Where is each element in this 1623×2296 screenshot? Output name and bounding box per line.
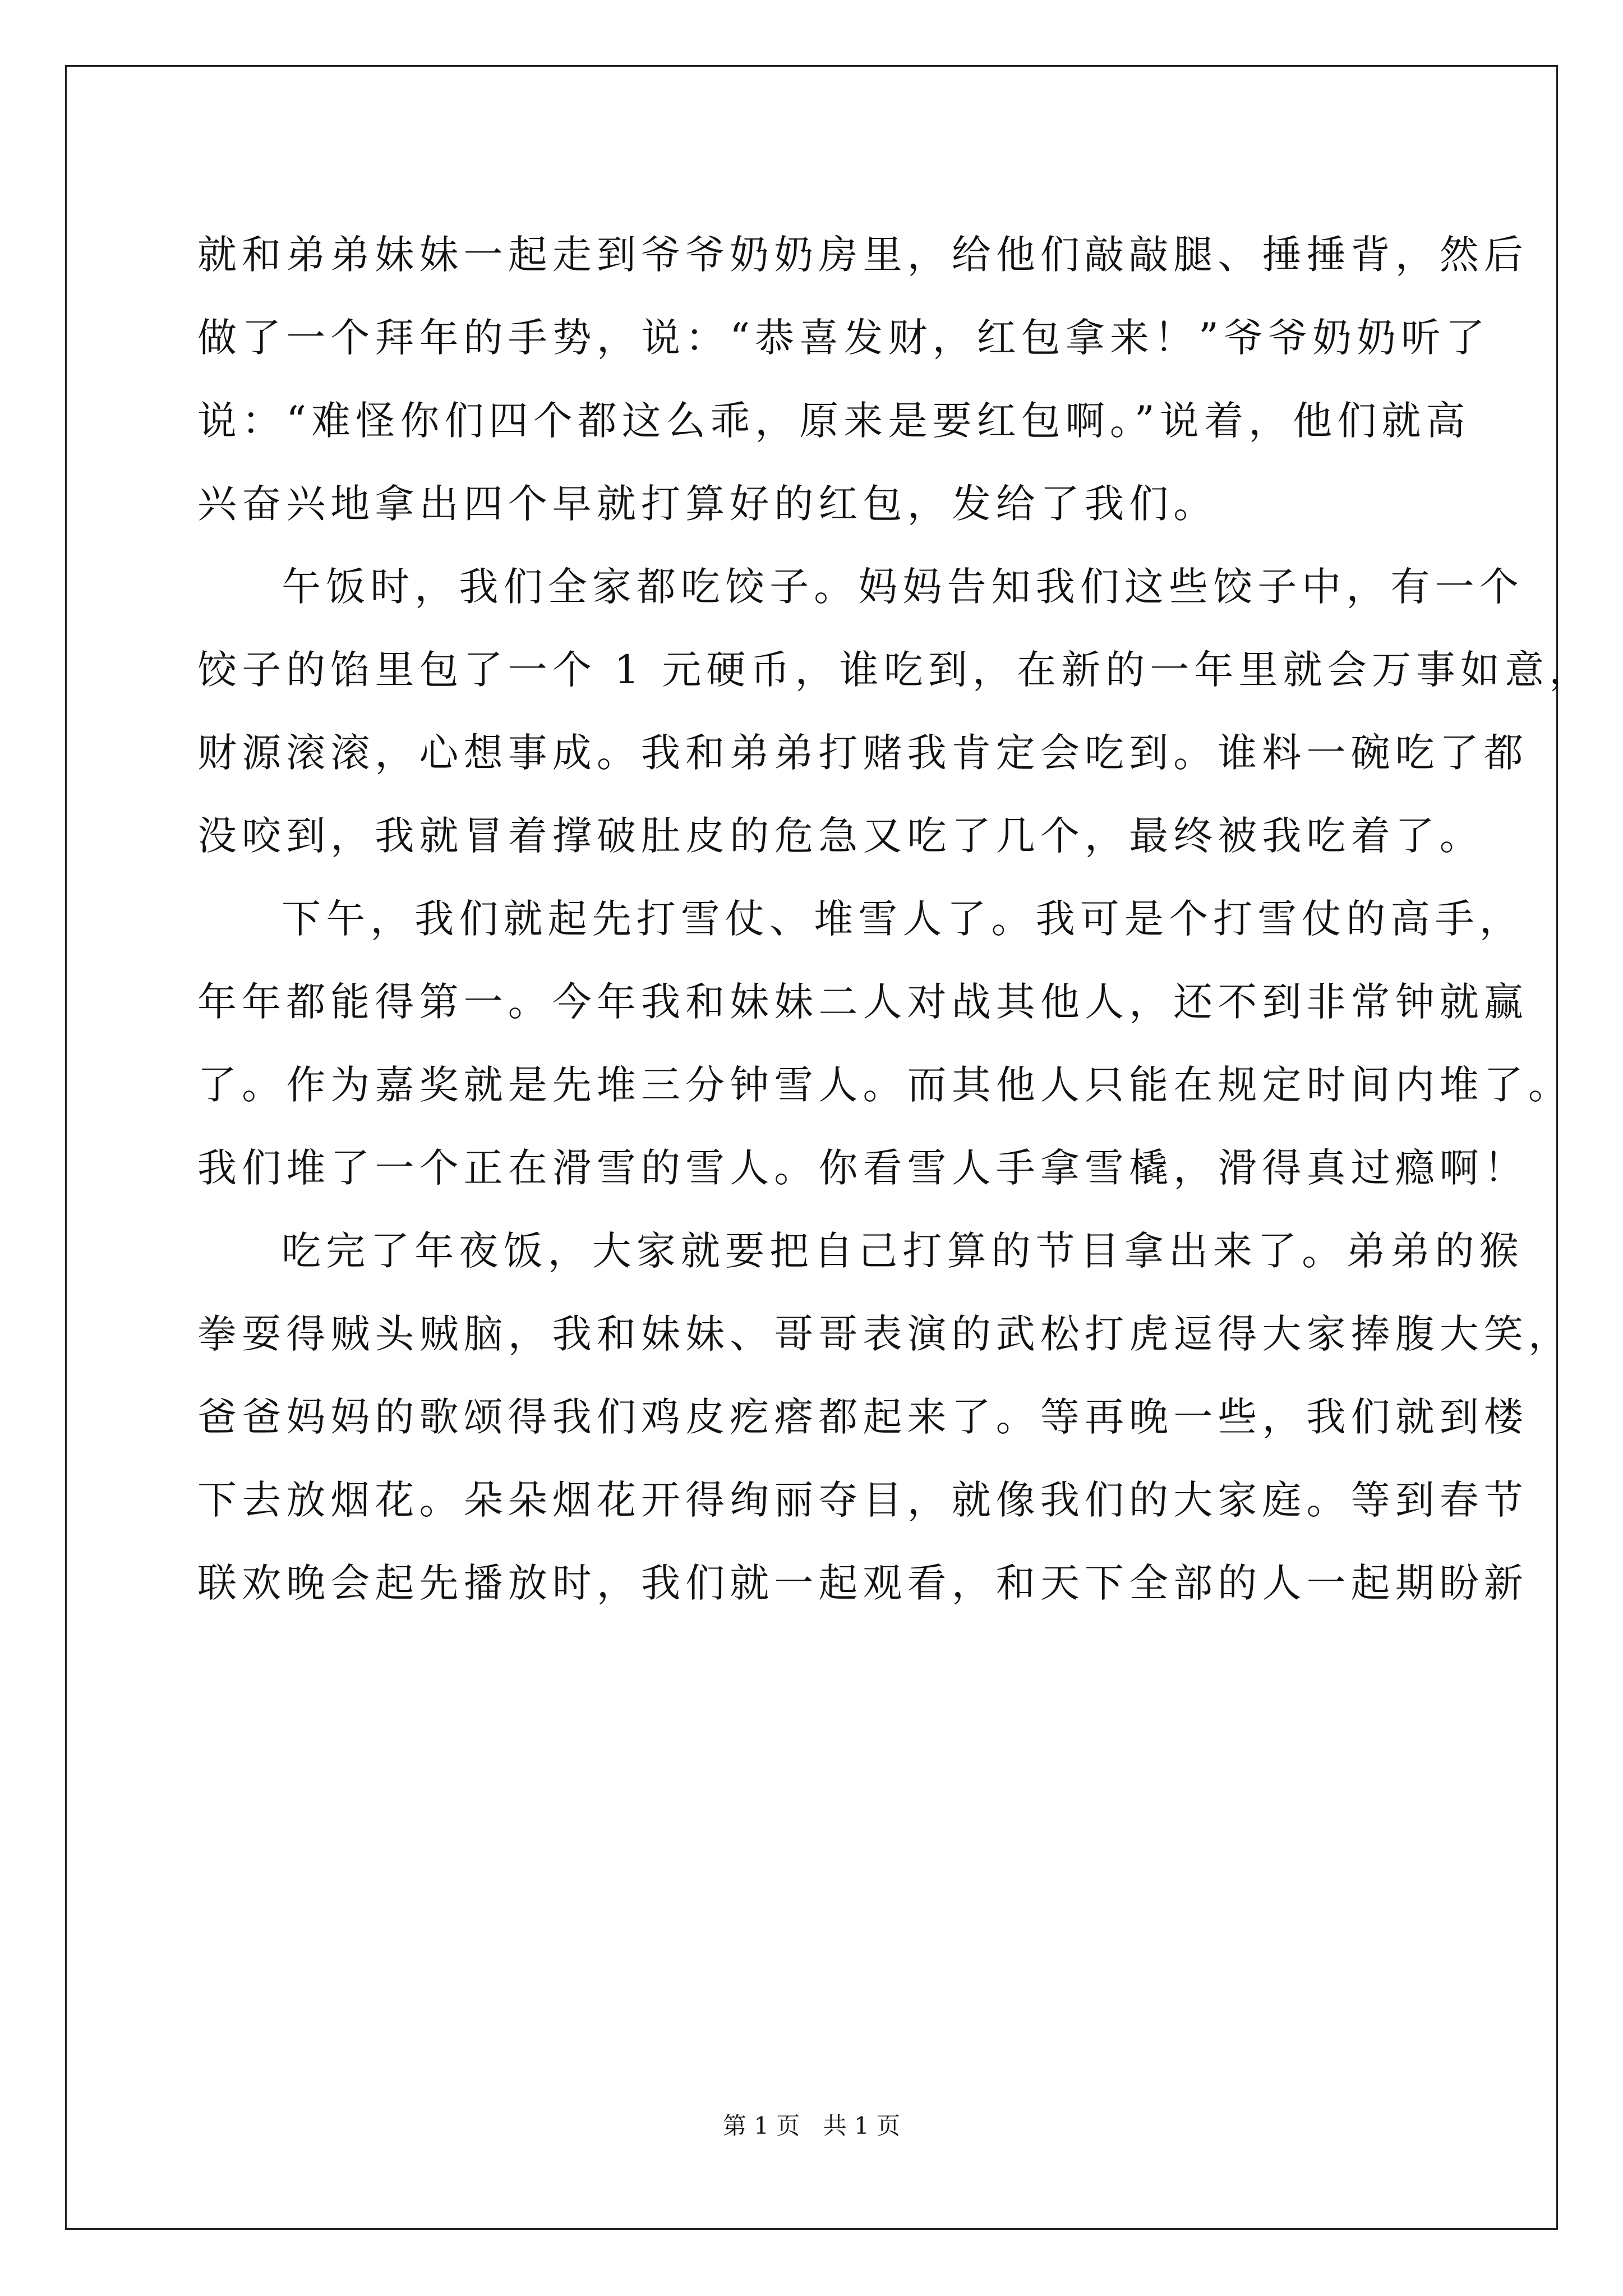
document-body — [197, 213, 1594, 1625]
text-line: 爸爸妈妈的歌颂得我们鸡皮疙瘩都起来了。等再晚一些，我们就到楼 — [197, 1394, 1528, 1440]
text-line: 下去放烟花。朵朵烟花开得绚丽夺目，就像我们的大家庭。等到春节 — [197, 1477, 1528, 1523]
text-line: 兴奋兴地拿出四个早就打算好的红包，发给了我们。 — [197, 481, 1218, 527]
page-total: 共 1 页 — [823, 2112, 901, 2139]
paragraph-start-line: 下午，我们就起先打雪仗、堆雪人了。我可是个打雪仗的高手， — [282, 896, 1524, 942]
text-line: 做了一个拜年的手势，说：“恭喜发财，红包拿来！”爷爷奶奶听了 — [197, 315, 1490, 361]
text-line: 拳耍得贼头贼脑，我和妹妹、哥哥表演的武松打虎逗得大家捧腹大笑， — [197, 1311, 1573, 1357]
text-line: 联欢晚会起先播放时，我们就一起观看，和天下全部的人一起期盼新 — [197, 1560, 1528, 1606]
paragraph-start-line: 午饭时，我们全家都吃饺子。妈妈告知我们这些饺子中，有一个 — [282, 564, 1524, 610]
text-line: 年年都能得第一。今年我和妹妹二人对战其他人，还不到非常钟就赢 — [197, 979, 1528, 1025]
text-line: 财源滚滚，心想事成。我和弟弟打赌我肯定会吃到。谁料一碗吃了都 — [197, 730, 1528, 776]
text-line: 了。作为嘉奖就是先堆三分钟雪人。而其他人只能在规定时间内堆了。 — [197, 1062, 1573, 1108]
text-line: 我们堆了一个正在滑雪的雪人。你看雪人手拿雪橇，滑得真过瘾啊！ — [197, 1145, 1528, 1191]
text-line: 没咬到，我就冒着撑破肚皮的危急又吃了几个，最终被我吃着了。 — [197, 813, 1484, 859]
text-line: 就和弟弟妹妹一起走到爷爷奶奶房里，给他们敲敲腿、捶捶背，然后 — [197, 232, 1528, 278]
text-line: 说：“难怪你们四个都这么乖，原来是要红包啊。”说着，他们就高 — [197, 398, 1470, 444]
page-number: 第 1 页 — [722, 2112, 800, 2139]
text-line: 饺子的馅里包了一个 1 元硬币，谁吃到，在新的一年里就会万事如意， — [197, 647, 1594, 693]
paragraph-start-line: 吃完了年夜饭，大家就要把自己打算的节目拿出来了。弟弟的猴 — [282, 1228, 1524, 1274]
page-footer — [0, 2109, 1623, 2143]
